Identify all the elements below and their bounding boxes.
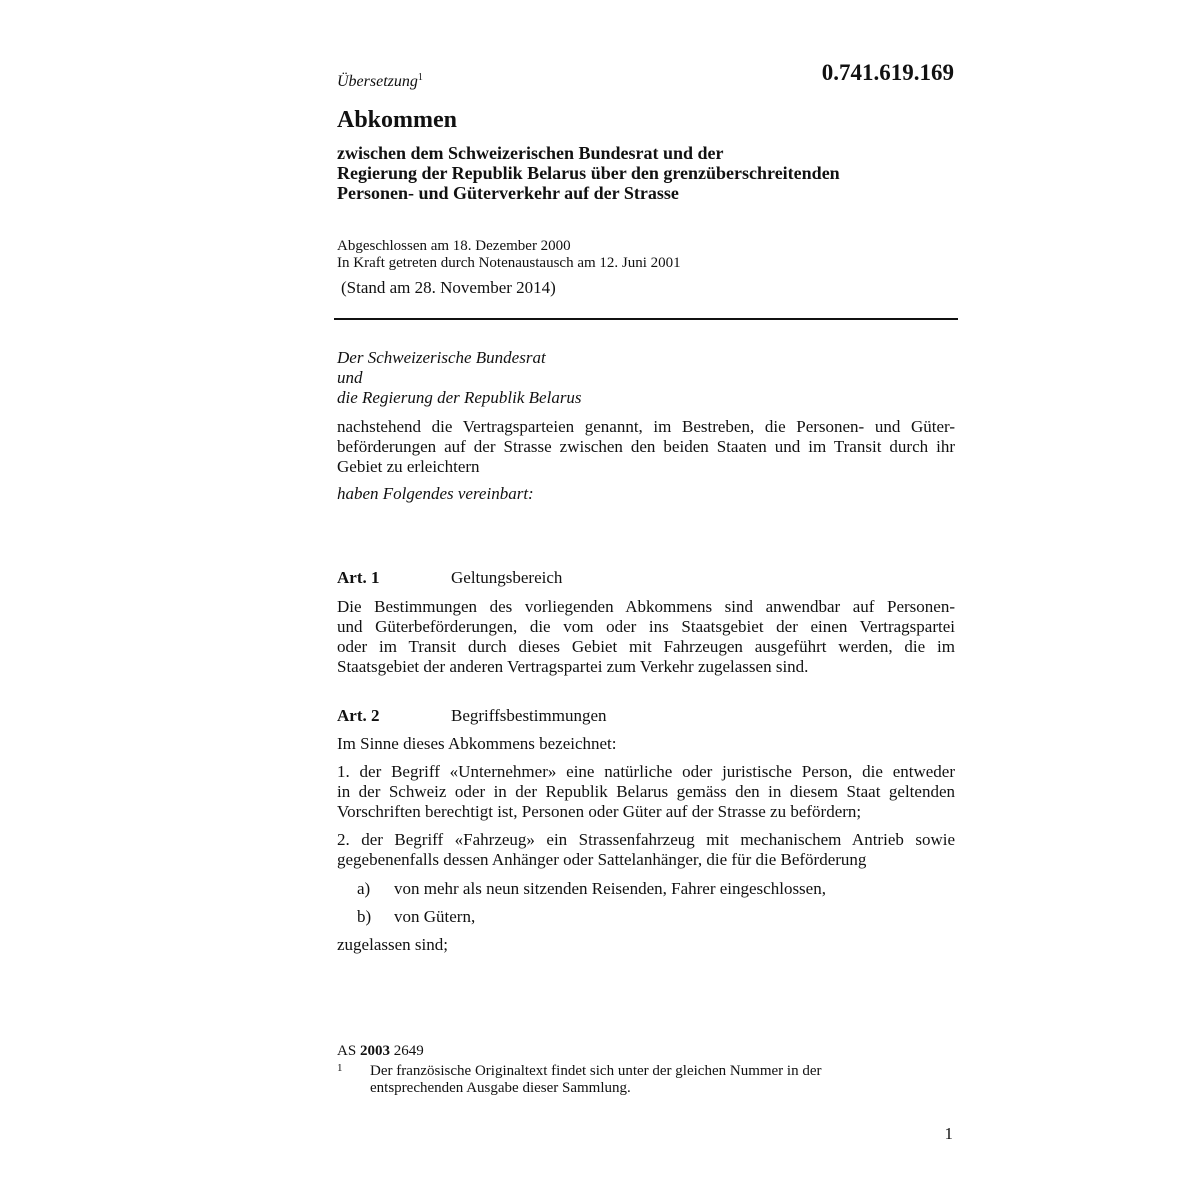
footnote-line: Der französische Originaltext findet sich unter der gleichen Nummer in der bbox=[370, 1063, 822, 1079]
sub-item-letter: a) bbox=[357, 879, 371, 898]
document-subtitle bbox=[337, 143, 937, 203]
preamble-parties bbox=[337, 348, 582, 408]
text-line: 1. der Begriff «Unternehmer» eine natürliche oder juristische Person, die entweder bbox=[337, 762, 955, 781]
article-1-text bbox=[337, 597, 955, 677]
party-line: und bbox=[337, 368, 363, 387]
party-line: die Regierung der Republik Belarus bbox=[337, 388, 582, 407]
text-line: Die Bestimmungen des vorliegenden Abkommens sind anwendbar auf Personen- bbox=[337, 597, 955, 616]
sub-item-a bbox=[357, 879, 826, 899]
header-divider bbox=[334, 318, 958, 320]
subtitle-line: zwischen dem Schweizerischen Bundesrat und der bbox=[337, 143, 724, 163]
translation-footnote-mark[interactable]: 1 bbox=[417, 72, 423, 83]
footnote-line: entsprechenden Ausgabe dieser Sammlung. bbox=[370, 1080, 631, 1096]
definition-1 bbox=[337, 762, 955, 822]
article-number: Art. 1 bbox=[337, 568, 380, 587]
subtitle-line: Personen- und Güterverkehr auf der Strasse bbox=[337, 183, 679, 203]
sub-item-letter: b) bbox=[357, 907, 372, 926]
date-info bbox=[337, 238, 681, 272]
party-line: Der Schweizerische Bundesrat bbox=[337, 348, 546, 367]
text-line: beförderungen auf der Strasse zwischen den beiden Staaten und im Transit durch ihr bbox=[337, 437, 955, 456]
document-title: Abkommen bbox=[337, 107, 458, 133]
in-force-date: In Kraft getreten durch Notenaustausch am 12. Juni 2001 bbox=[337, 255, 681, 271]
text-line: in der Schweiz oder in der Republik Belarus gemäss den in diesem Staat geltenden bbox=[337, 782, 955, 801]
status-date: (Stand am 28. November 2014) bbox=[341, 278, 556, 297]
text-line: Vorschriften berechtigt ist, Personen oder Güter auf der Strasse zu befördern; bbox=[337, 802, 862, 821]
sub-item-text: von mehr als neun sitzenden Reisenden, Fahrer eingeschlossen, bbox=[394, 879, 826, 898]
text-line: Gebiet zu erleichtern bbox=[337, 457, 480, 476]
article-2-heading bbox=[337, 706, 607, 726]
sr-number: 0.741.619.169 bbox=[821, 60, 954, 85]
concluded-date: Abgeschlossen am 18. Dezember 2000 bbox=[337, 238, 571, 254]
article-2-intro: Im Sinne dieses Abkommens bezeichnet: bbox=[337, 734, 617, 753]
article-title: Begriffsbestimmungen bbox=[451, 706, 607, 725]
document-page bbox=[337, 0, 957, 1200]
article-1-heading bbox=[337, 568, 562, 588]
footnote-mark: 1 bbox=[337, 1062, 343, 1074]
translation-label: Übersetzung$^1$ bbox=[337, 72, 423, 90]
subtitle-line: Regierung der Republik Belarus über den grenzüberschreitenden bbox=[337, 163, 840, 183]
text-line: und Güterbeförderungen, die vom oder ins Staatsgebiet der einen Vertragspartei bbox=[337, 617, 955, 636]
preamble-closing: haben Folgendes vereinbart: bbox=[337, 484, 534, 503]
footnote bbox=[337, 1063, 897, 1097]
article-2-closing: zugelassen sind; bbox=[337, 935, 448, 954]
text-line: 2. der Begriff «Fahrzeug» ein Strassenfahrzeug mit mechanischem Antrieb sowie bbox=[337, 830, 955, 849]
sub-item-text: von Gütern, bbox=[394, 907, 476, 926]
text-line: nachstehend die Vertragsparteien genannt, im Bestreben, die Personen- und Güter- bbox=[337, 417, 955, 436]
article-title: Geltungsbereich bbox=[451, 568, 563, 587]
text-line: oder im Transit durch dieses Gebiet mit Fahrzeugen ausgeführt werden, die im bbox=[337, 637, 955, 656]
definition-2 bbox=[337, 830, 955, 870]
page-number: 1 bbox=[944, 1124, 953, 1143]
text-line: Staatsgebiet der anderen Vertragspartei zum Verkehr zugelassen sind. bbox=[337, 657, 809, 676]
sub-item-b bbox=[357, 907, 475, 927]
text-line: gegebenenfalls dessen Anhänger oder Sattelanhänger, die für die Beförderung bbox=[337, 850, 867, 869]
article-number: Art. 2 bbox=[337, 706, 380, 725]
preamble-text bbox=[337, 417, 955, 477]
as-reference: AS 2003 2649 bbox=[337, 1043, 424, 1059]
